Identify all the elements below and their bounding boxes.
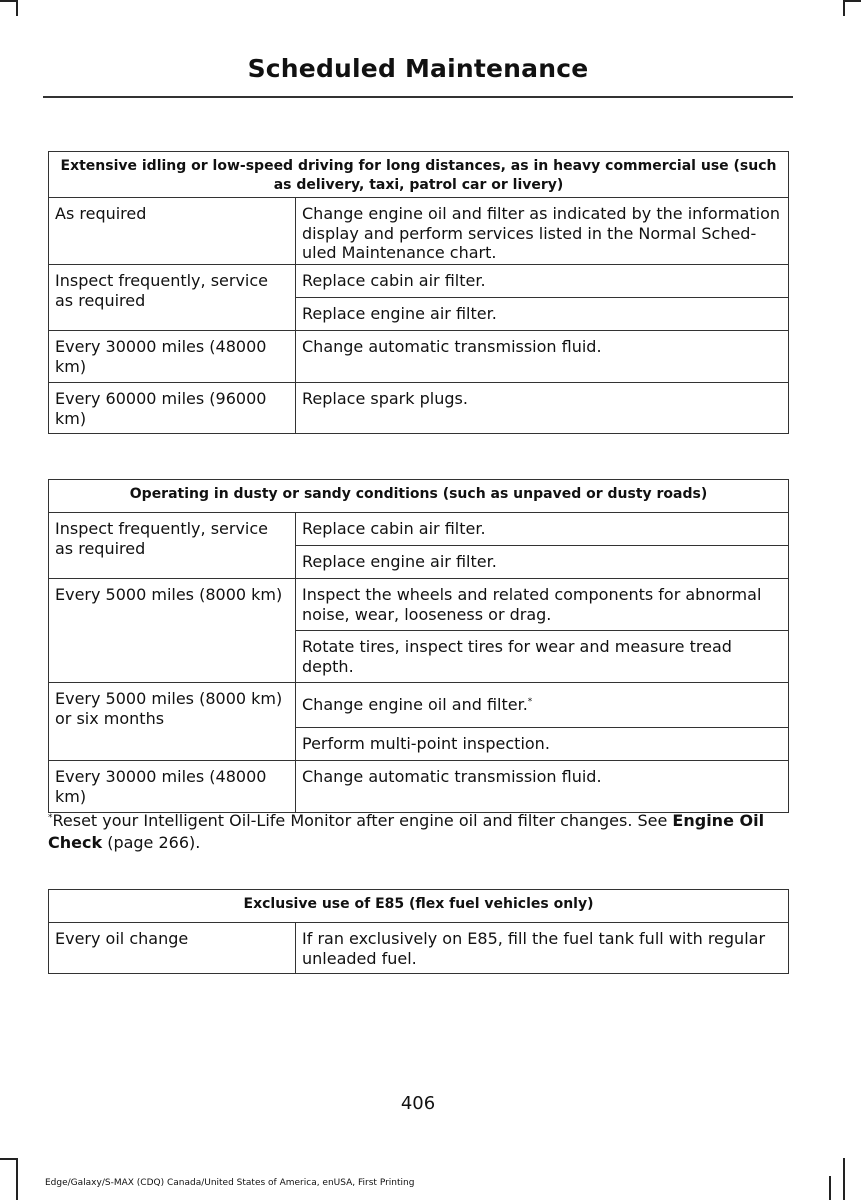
maintenance-table-dusty — [48, 479, 789, 813]
table-row — [49, 513, 789, 546]
table-row — [49, 683, 789, 728]
title-divider — [43, 96, 793, 98]
table-row — [49, 579, 789, 631]
interval-cell: Every oil change — [49, 923, 296, 974]
action-cell: Replace engine air filter. — [296, 546, 789, 579]
action-cell: Perform multi-point inspection. — [296, 728, 789, 761]
table-heading: Extensive idling or low-speed driving for long distances, as in heavy commercial use (such as delivery, taxi, patrol car or livery) — [49, 152, 789, 198]
engine-oil-check-link[interactable]: Engine Oil Check — [48, 811, 765, 852]
crop-mark-bottom-right — [843, 1158, 845, 1200]
table-header-row — [49, 152, 789, 198]
page-reference: (page 266). — [102, 833, 201, 852]
print-info: Edge/Galaxy/S-MAX (CDQ) Canada/United States of America, enUSA, First Printing — [45, 1178, 415, 1188]
footnote — [48, 810, 788, 854]
page-title: Scheduled Maintenance — [247, 54, 589, 83]
action-cell: Replace cabin air filter. — [296, 265, 789, 298]
action-cell: Inspect the wheels and related components for abnormal noise, wear, looseness or drag. — [296, 579, 789, 631]
action-cell — [296, 683, 789, 728]
crop-mark-bottom-right — [829, 1176, 831, 1200]
interval-cell: Every 5000 miles (8000 km) — [49, 579, 296, 683]
crop-mark-top-left — [16, 0, 18, 16]
table-heading: Exclusive use of E85 (flex fuel vehicles only) — [49, 890, 789, 923]
action-cell: Replace cabin air filter. — [296, 513, 789, 546]
table-row — [49, 198, 789, 265]
action-cell: Replace spark plugs. — [296, 383, 789, 434]
interval-cell: Every 30000 miles (48000 km) — [49, 761, 296, 813]
interval-cell: Inspect frequently, service as required — [49, 513, 296, 579]
interval-cell: As required — [49, 198, 296, 265]
action-cell: Change engine oil and filter as indicated by the information display and perform services listed in the Normal Sched-uled Maintenance chart. — [296, 198, 789, 265]
crop-mark-top-right — [843, 0, 861, 2]
interval-cell: Every 30000 miles (48000 km) — [49, 331, 296, 383]
table-header-row — [49, 890, 789, 923]
table-row — [49, 331, 789, 383]
table-row — [49, 761, 789, 813]
footnote-marker: * — [48, 813, 53, 823]
table-row — [49, 265, 789, 298]
action-cell: If ran exclusively on E85, fill the fuel tank full with regular unleaded fuel. — [296, 923, 789, 974]
table-header-row — [49, 480, 789, 513]
action-cell: Rotate tires, inspect tires for wear and measure tread depth. — [296, 631, 789, 683]
maintenance-table-e85 — [48, 889, 789, 974]
table-row — [49, 923, 789, 974]
crop-mark-top-left — [0, 0, 16, 2]
interval-cell: Inspect frequently, service as required — [49, 265, 296, 331]
page-number: 406 — [400, 1093, 436, 1114]
table-heading: Operating in dusty or sandy conditions (such as unpaved or dusty roads) — [49, 480, 789, 513]
footnote-text: Reset your Intelligent Oil-Life Monitor after engine oil and filter changes. See — [52, 811, 673, 830]
crop-mark-bottom-left — [16, 1158, 18, 1200]
action-text: Change engine oil and filter. — [302, 695, 528, 714]
maintenance-table-idling — [48, 151, 789, 434]
interval-cell: Every 60000 miles (96000 km) — [49, 383, 296, 434]
action-cell: Replace engine air filter. — [296, 298, 789, 331]
crop-mark-bottom-left — [0, 1158, 16, 1160]
footnote-marker: * — [527, 697, 533, 707]
action-cell: Change automatic transmission fluid. — [296, 331, 789, 383]
action-cell: Change automatic transmission fluid. — [296, 761, 789, 813]
crop-mark-top-right — [843, 0, 845, 16]
interval-cell: Every 5000 miles (8000 km) or six months — [49, 683, 296, 761]
table-row — [49, 383, 789, 434]
